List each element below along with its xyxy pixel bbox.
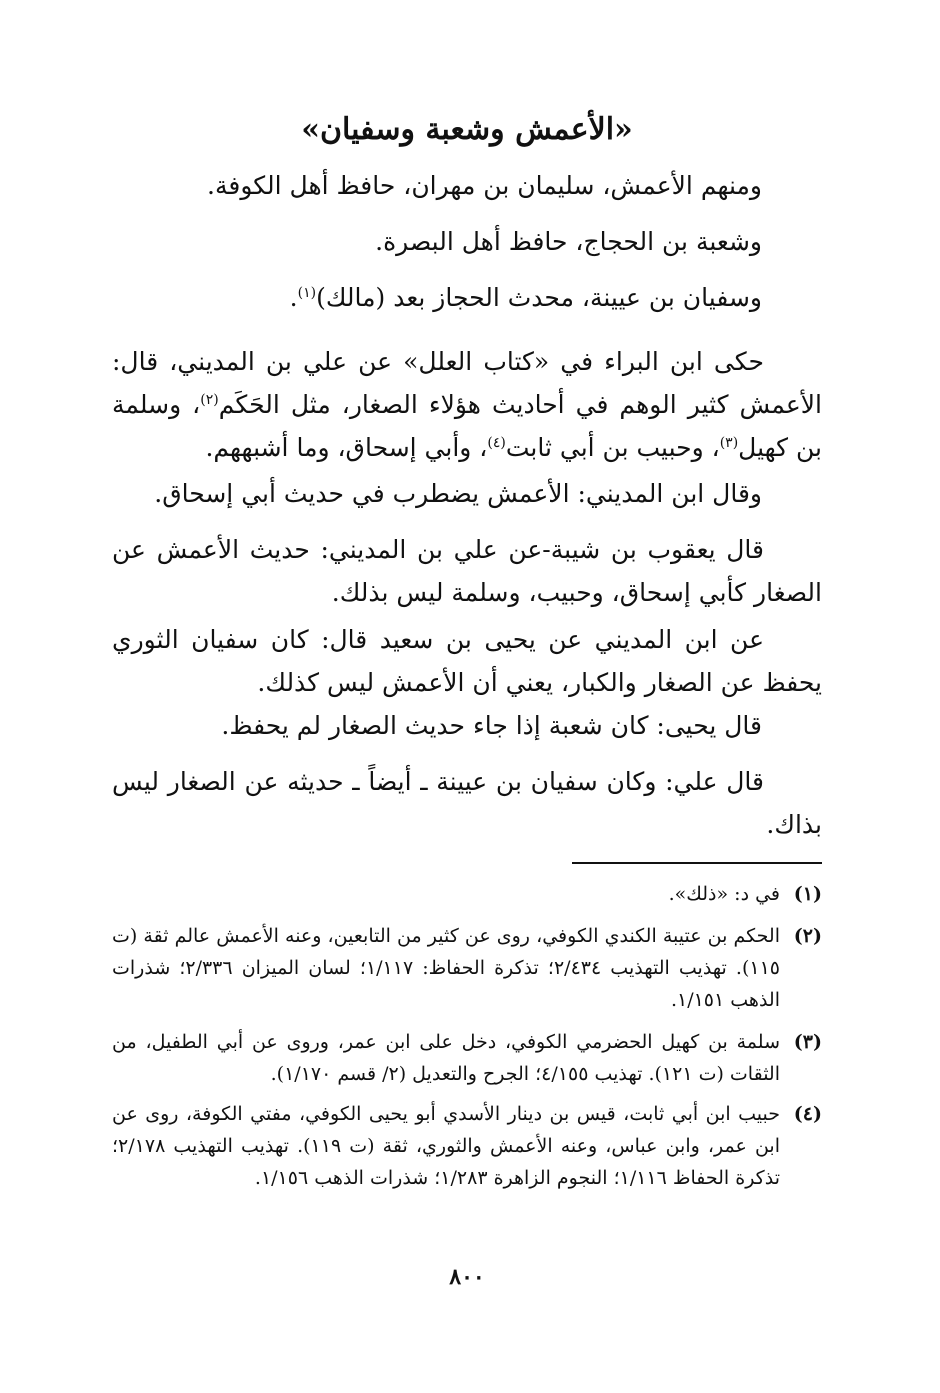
paragraph-4: [112, 618, 822, 704]
paragraph-2: وقال ابن المديني: الأعمش يضطرب في حديث أبي إسحاق.: [154, 479, 762, 508]
paragraph-1: [112, 340, 822, 469]
footnote-number: (٤): [793, 1103, 822, 1125]
footnote-number: (٢): [793, 925, 822, 947]
footnote-number: (٣): [793, 1031, 822, 1053]
intro-line-3-end: .: [289, 283, 298, 312]
footnote-ref-1: (١): [297, 285, 317, 301]
footnote-1: [112, 878, 822, 910]
footnote-3: [112, 1026, 822, 1090]
footnote-4: [112, 1098, 822, 1194]
paragraph-1-c: ، وحبيب بن أبي ثابت: [505, 433, 720, 462]
footnote-ref-4: (٤): [487, 435, 506, 451]
paragraph-4-text: عن ابن المديني عن يحيى بن سعيد قال: كان سفيان الثوري يحفظ عن الصغار والكبار، يعني أن الأعمش ليس كذلك.: [112, 625, 822, 697]
footnote-text: حبيب ابن أبي ثابت، قيس بن دينار الأسدي أبو يحيى الكوفي، مفتي الكوفة، روى عن ابن عمر، وابن عباس، وعنه الأعمش والثوري، ثقة (ت ١١٩). تهذيب التهذيب ٢/١٧٨؛ تذكرة الحفاظ ١/١١٦؛ النجوم الزاهرة ١/٢٨٣؛ شذرات الذهب ١/١٥٦.: [112, 1103, 780, 1189]
footnote-ref-2: (٢): [200, 392, 219, 408]
footnote-ref-3: (٣): [719, 435, 739, 451]
paragraph-1-d: ، وأبي إسحاق، وما أشبههم.: [205, 433, 488, 462]
book-page: [112, 0, 822, 1393]
paragraph-3: [112, 528, 822, 614]
intro-line-1: ومنهم الأعمش، سليمان بن مهران، حافظ أهل الكوفة.: [207, 171, 762, 200]
paragraph-1-a: حكى ابن البراء في «كتاب العلل» عن علي بن المديني، قال: الأعمش كثير الوهم في أحاديث هؤلاء الصغار، مثل الحَكَم: [112, 347, 822, 419]
paragraph-6: [112, 760, 822, 846]
intro-line-3: [112, 278, 762, 318]
footnote-text: سلمة بن كهيل الحضرمي الكوفي، دخل على ابن عمر، وروى عن أبي الطفيل، من الثقات (ت ١٢١). تهذيب ٤/١٥٥؛ الجرح والتعديل (٢/ قسم ١/١٧٠).: [112, 1031, 780, 1085]
footnote-text: في د: «ذلك».: [668, 883, 780, 905]
intro-line-2: وشعبة بن الحجاج، حافظ أهل البصرة.: [375, 227, 762, 256]
paragraph-1-b: ، وسلمة بن كهيل: [112, 390, 822, 462]
paragraph-6-text: قال علي: وكان سفيان بن عيينة ـ أيضاً ـ حديثه عن الصغار ليس بذاك.: [112, 767, 822, 839]
footnote-separator: [572, 862, 822, 864]
paragraph-3-text: قال يعقوب بن شيبة-عن علي بن المديني: حديث الأعمش عن الصغار كأبي إسحاق، وحبيب، وسلمة ليس بذلك.: [112, 535, 822, 607]
intro-line-3-text: وسفيان بن عيينة، محدث الحجاز بعد (مالك): [316, 283, 762, 312]
page-number: ٨٠٠: [449, 1264, 485, 1290]
paragraph-5: قال يحيى: كان شعبة إذا جاء حديث الصغار لم يحفظ.: [221, 711, 762, 740]
section-title: «الأعمش وشعبة وسفيان»: [301, 112, 633, 147]
footnote-number: (١): [793, 883, 822, 905]
footnote-2: [112, 920, 822, 1016]
footnote-text: الحكم بن عتيبة الكندي الكوفي، روى عن كثير من التابعين، وعنه الأعمش عالم ثقة (ت ١١٥). تهذيب التهذيب ٢/٤٣٤؛ تذكرة الحفاظ: ١/١١٧؛ لسان الميزان ٢/٣٣٦؛ شذرات الذهب ١/١٥١.: [112, 925, 781, 1011]
